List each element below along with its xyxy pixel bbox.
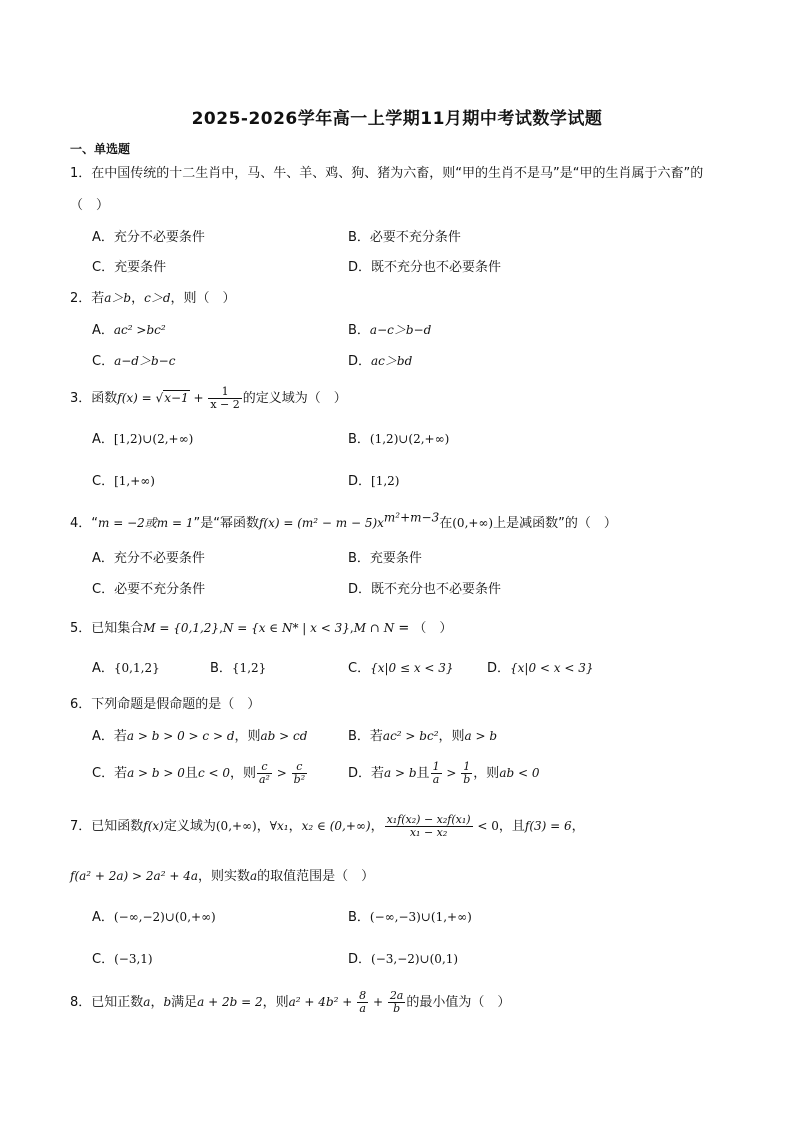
option-math: (−∞,−3)∪(1,+∞) — [369, 910, 472, 924]
q2-separator: ， — [131, 291, 145, 306]
option-math: a > b — [464, 729, 498, 743]
fraction — [257, 761, 272, 786]
q4-option-c: C．必要不充分条件 — [92, 582, 206, 597]
q7-x2: x₂ ∈ (0,+∞) — [301, 819, 371, 833]
option-math: a > b > 0 > c > d — [126, 729, 235, 743]
question-3 — [70, 386, 347, 411]
question-7 — [70, 814, 585, 839]
option-letter: D． — [487, 661, 511, 676]
option-math: a−c＞b−d — [369, 323, 432, 337]
question-1-text: 1．在中国传统的十二生肖中，马、牛、羊、鸡、狗、猪为六畜，则“甲的生肖不是马”是“甲的生肖属于六畜”的 — [70, 166, 704, 181]
option-letter: A． — [92, 432, 114, 447]
q8-variable-b: b — [163, 995, 172, 1009]
q5-option-b — [210, 658, 266, 679]
q4-middle: ”是“幂函数 — [193, 516, 259, 531]
question-1 — [70, 164, 703, 184]
question-7-line-2 — [70, 866, 374, 887]
option-letter: B． — [348, 910, 370, 925]
q2-option-d — [348, 351, 412, 372]
question-4 — [70, 510, 617, 534]
q7-option-a — [92, 907, 216, 928]
option-math: (−3,1) — [114, 952, 153, 966]
option-letter: D． — [348, 354, 372, 369]
option-math: ab > cd — [260, 729, 308, 743]
q7-variable-a: a — [250, 869, 258, 883]
option-math: {1,2} — [231, 661, 267, 675]
fraction-numerator: 1 — [432, 760, 440, 773]
q6-option-b — [348, 726, 497, 747]
q3-option-d — [348, 471, 399, 492]
q4-function: f(x) = (m² − m − 5)x — [258, 516, 384, 530]
q7-comma: ， — [288, 819, 302, 834]
option-connector: 且 — [184, 766, 198, 781]
sqrt-symbol: √x−1 — [155, 391, 189, 405]
fraction — [292, 761, 307, 786]
fraction — [461, 761, 472, 786]
q6-option-d — [348, 761, 539, 786]
option-letter: C． — [92, 474, 115, 489]
q8-text: ，则 — [262, 995, 289, 1010]
question-5 — [70, 618, 452, 639]
option-math: ac＞bd — [371, 354, 413, 368]
q7-function: f(x) — [143, 819, 164, 833]
q8-prefix: 8．已知正数 — [70, 995, 144, 1010]
option-prefix: A．若 — [92, 729, 127, 744]
option-connector: ，则 — [234, 729, 261, 744]
q3-function: f(x) = — [117, 391, 156, 405]
q2-condition-1: a＞b — [104, 291, 132, 305]
q7-inequality: < 0 — [473, 819, 499, 833]
q8-comma: ， — [150, 995, 164, 1010]
fraction-denominator: a — [359, 1002, 366, 1015]
fraction-numerator: 1 — [461, 761, 472, 774]
q1-option-a: A．充分不必要条件 — [92, 230, 205, 245]
q7-connector: ，且 — [498, 819, 525, 834]
fraction-numerator: 1 — [208, 386, 241, 399]
q5-set-n: N = {x ∈ N* | x < 3} — [222, 621, 350, 635]
q7-prefix: 7．已知函数 — [70, 819, 144, 834]
fraction-numerator: 2a — [389, 989, 404, 1002]
q3-plus: + — [189, 391, 208, 405]
q3-suffix: 的定义域为（ ） — [242, 391, 347, 406]
option-prefix: B．若 — [348, 729, 383, 744]
option-math: ac² > bc² — [382, 729, 439, 743]
q4-suffix: 上是减函数”的（ ） — [493, 516, 617, 531]
option-letter: C． — [92, 952, 115, 967]
option-math: (−∞,−2)∪(0,+∞) — [113, 910, 216, 924]
q5-comma: , — [219, 621, 223, 635]
q8-condition: a + 2b = 2 — [197, 995, 263, 1009]
q5-comma-2: , — [349, 621, 354, 635]
q2-prefix: 2．若 — [70, 291, 105, 306]
q2-option-c — [92, 351, 175, 372]
option-letter: B． — [348, 432, 370, 447]
q8-variable-a: a — [143, 995, 151, 1009]
option-letter: A． — [92, 323, 114, 338]
q2-suffix: ，则（ ） — [170, 291, 236, 306]
fraction — [388, 990, 406, 1015]
option-letter: B． — [210, 661, 232, 676]
q4-option-a: A．充分不必要条件 — [92, 551, 205, 566]
q5-prefix: 5．已知集合 — [70, 621, 144, 636]
q7-text: ，则实数 — [198, 869, 251, 884]
q1-option-d: D．既不充分也不必要条件 — [348, 260, 502, 275]
q8-suffix: 的最小值为（ ） — [406, 995, 511, 1010]
question-2 — [70, 288, 236, 309]
option-math: [1,2)∪(2,+∞) — [113, 432, 194, 446]
q4-option-b: B．充要条件 — [348, 551, 422, 566]
fraction-denominator: a — [432, 773, 440, 786]
q7-option-b — [348, 907, 472, 928]
q7-inequality-2: f(a² + 2a) > 2a² + 4a — [70, 869, 198, 883]
fraction-numerator: x₁f(x₂) − x₂f(x₁) — [386, 813, 471, 826]
q2-option-a — [92, 320, 166, 341]
option-letter: B． — [348, 323, 370, 338]
option-math: {x|0 ≤ x < 3} — [370, 661, 454, 675]
option-prefix: D．若 — [348, 766, 385, 781]
q3-option-a — [92, 429, 193, 450]
q5-set-m: M = {0,1,2} — [143, 621, 220, 635]
q4-interval: (0,+∞) — [452, 516, 494, 530]
q5-option-d — [487, 658, 594, 679]
option-math: ac² >bc² — [113, 323, 166, 337]
q8-plus: + — [369, 995, 387, 1009]
q7-text: 定义域为 — [163, 819, 216, 834]
q3-option-c — [92, 471, 155, 492]
option-math: [1,2) — [371, 474, 400, 488]
q7-domain: (0,+∞) — [215, 819, 257, 833]
fraction-denominator: b² — [293, 773, 306, 786]
q7-option-d — [348, 949, 458, 970]
option-letter: D． — [348, 474, 372, 489]
fraction — [357, 990, 368, 1015]
question-1-paren: （ ） — [70, 198, 110, 213]
question-6: 6．下列命题是假命题的是（ ） — [70, 697, 261, 712]
option-operator: > — [442, 766, 461, 780]
option-math: a > b — [384, 766, 417, 780]
option-connector: ，则 — [438, 729, 465, 744]
q5-option-c — [348, 658, 454, 679]
q3-option-b — [348, 429, 449, 450]
q4-prefix: 4．“ — [70, 516, 99, 531]
q3-prefix: 3．函数 — [70, 391, 118, 406]
option-math: (−3,−2)∪(0,1) — [371, 952, 459, 966]
q5-intersection: M ∩ N — [353, 621, 395, 635]
option-connector: ，则 — [229, 766, 256, 781]
option-math: c < 0 — [197, 766, 230, 780]
q6-option-a — [92, 726, 307, 747]
fraction — [431, 761, 442, 786]
fraction-numerator: 8 — [359, 989, 367, 1002]
option-letter: A． — [92, 910, 114, 925]
q7-f3: f(3) = 6 — [524, 819, 572, 833]
q4-option-d: D．既不充分也不必要条件 — [348, 582, 502, 597]
option-math: (1,2)∪(2,+∞) — [369, 432, 450, 446]
q8-expression: a² + 4b² + — [288, 995, 357, 1009]
q7-comma: ， — [571, 819, 585, 834]
q2-condition-2: c＞d — [144, 291, 171, 305]
q7-fraction — [385, 814, 473, 839]
q1-option-b: B．必要不充分条件 — [348, 230, 461, 245]
option-prefix: C．若 — [92, 766, 128, 781]
option-math: a > b > 0 — [127, 766, 185, 780]
q7-suffix: 的取值范围是（ ） — [257, 869, 375, 884]
q4-condition: m = −2或m = 1 — [98, 516, 194, 530]
q5-suffix: = （ ） — [394, 621, 453, 636]
option-math: [1,+∞) — [114, 474, 155, 488]
option-connector: ，则 — [473, 766, 500, 781]
q3-fraction — [208, 386, 241, 411]
option-letter: C． — [348, 661, 371, 676]
q4-middle-2: 在 — [439, 516, 453, 531]
fraction-numerator: c — [292, 761, 307, 774]
q5-option-a — [92, 658, 160, 679]
option-connector: 且 — [416, 766, 430, 781]
option-letter: C． — [92, 354, 115, 369]
fraction-denominator: x − 2 — [210, 398, 240, 411]
q3-radicand: x−1 — [164, 391, 189, 405]
q6-option-c — [92, 761, 308, 786]
q8-text: 满足 — [171, 995, 198, 1010]
q7-forall: ∀x₁ — [269, 819, 289, 833]
fraction-numerator: c — [257, 761, 272, 774]
fraction-denominator: x₁ − x₂ — [409, 826, 448, 839]
q7-comma: ， — [370, 819, 384, 834]
fraction-denominator: b — [393, 1002, 401, 1015]
q4-exponent: m²+m−3 — [383, 510, 440, 525]
section-heading: 一、单选题 — [70, 142, 131, 156]
option-letter: D． — [348, 952, 372, 967]
q1-option-c: C．充要条件 — [92, 260, 167, 275]
option-operator: > — [272, 766, 291, 780]
fraction-denominator: a² — [259, 773, 270, 786]
page-title: 2025-2026学年高一上学期11月期中考试数学试题 — [191, 109, 603, 129]
option-math: {x|0 < x < 3} — [510, 661, 594, 675]
option-letter: A． — [92, 661, 114, 676]
q7-comma: ， — [256, 819, 270, 834]
option-math: ab < 0 — [499, 766, 540, 780]
q2-option-b — [348, 320, 431, 341]
fraction-denominator: b — [463, 773, 471, 786]
q7-option-c — [92, 949, 153, 970]
option-math: {0,1,2} — [113, 661, 160, 675]
question-8 — [70, 990, 510, 1015]
option-math: a−d＞b−c — [114, 354, 176, 368]
